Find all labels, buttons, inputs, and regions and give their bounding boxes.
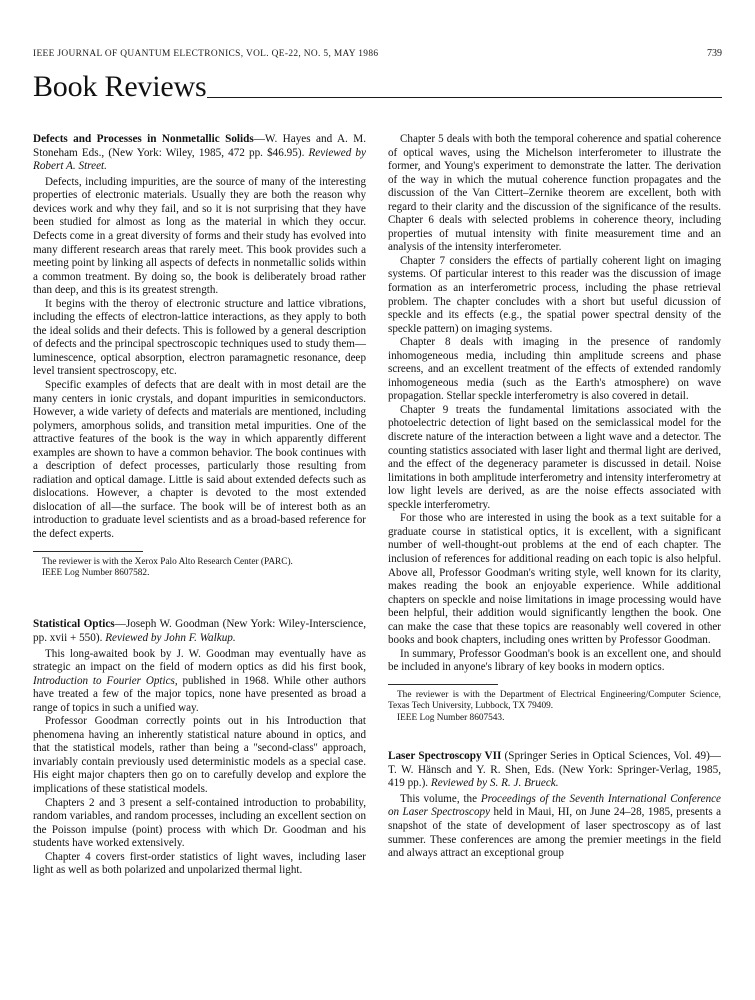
review-paragraph: Chapters 2 and 3 present a self-contained introduction to probability, random variables, and random processes, including an excellent section on the Poisson impulse (point) process with which Dr. Goodman and his students have worked extensively. (33, 796, 366, 850)
review-paragraph: Chapter 7 considers the effects of partially coherent light on imaging systems. Of particular interest to this reader was the discussion of image formation as an interferometric process, including the phase retrieval problem. The chapter concludes with a short but useful dicussion of speckle and its effects (e.g., the spatial power spectral density of the speckle pattern) on imaging systems. (388, 254, 721, 335)
review-paragraph: Specific examples of defects that are dealt with in most detail are the many centers in ionic crystals, and dopant impurities in semiconductors. However, a wide variety of defects and materials are mentioned, including polymers, amorphous solids, and transition metal impurities. One of the attractive features of the book is the way in which apparently different examples are shown to have a common behavior. The book continues with a description of defect processes, particularly those resulting from radiation and optical damage. Little is said about extended defects such as dislocations. However, a chapter is devoted to the most extended dislocation of all—the surface. The book will be of interest both as an introduction to graduate level scientists and as a broad-based reference for the defect experts. (33, 378, 366, 540)
review-reviewer: Reviewed by S. R. J. Brueck. (430, 777, 559, 790)
paragraph-run: , published in 1968. While other authors have treated a few of the major topics, none have presented as broad a range of topics in such a unified way. (33, 674, 366, 714)
review-title: Statistical Optics (33, 618, 115, 631)
footnote-affiliation: The reviewer is with the Department of Electrical Engineering/Computer Science, Texas Tech University, Lubbock, TX 79409. (388, 689, 721, 712)
department-title-block (33, 72, 722, 103)
review-statistical-optics-continued (388, 133, 721, 724)
footnote-rule (33, 551, 143, 552)
review-defects-and-processes (33, 133, 366, 579)
running-head (33, 48, 722, 59)
footnote-affiliation: The reviewer is with the Xerox Palo Alto Research Center (PARC). (42, 556, 293, 567)
review-laser-spectroscopy-vii (388, 750, 721, 861)
review-paragraph: Professor Goodman correctly points out in his Introduction that phenomena having an inherently statistical nature abound in optics, and that the statistical models, rather than being a ''second-class'' approach, invariably contain previously used deterministic models as a special case. His eight major chapters then go on to carefully develop and explore the implications of these statistical models. (33, 715, 366, 796)
running-head-text: IEEE JOURNAL OF QUANTUM ELECTRONICS, VOL. QE-22, NO. 5, MAY 1986 (33, 49, 379, 59)
review-citation: —W. Hayes and A. M. Stoneham Eds., (New York: Wiley, 1985, 472 pp. $46.95). (33, 133, 366, 159)
column-right (388, 133, 721, 878)
review-reviewer: Reviewed by Robert A. Street. (33, 146, 366, 173)
review-title: Laser Spectroscopy VII (388, 750, 502, 763)
review-paragraph: In summary, Professor Goodman's book is an excellent one, and should be included in anyone's library of key books in modern optics. (388, 647, 721, 674)
page-title: Book Reviews (33, 70, 207, 103)
two-column-body (33, 133, 722, 878)
footnote-rule (388, 684, 498, 685)
paragraph-run-italic: Introduction to Fourier Optics (33, 674, 175, 687)
review-paragraph: It begins with the theroy of electronic structure and lattice vibrations, including the effects of electron-lattice interactions, as they apply to both the ideal solids and their defects. This is followed by a general description of defects and the principal spectroscopic techniques used to study them—luminescence, optical absorption, electron paramagnetic resonance, deep level transient spectroscopy, etc. (33, 297, 366, 378)
review-paragraph: Chapter 5 deals with both the temporal coherence and spatial coherence of optical waves, using the Michelson interferometer to illustrate the former, and Young's experiment to demonstrate the latter. The derivation of the way in which the mutual coherence function propagates and the discussion of the Van Cittert–Zernike theorem are excellent, both with regard to their clarity and the discussion of the significance of the results. Chapter 6 deals with selected problems in coherence theory, including properties of mutual intensity with finite measurement time and an analysis of the intensity interferometer. (388, 133, 721, 254)
review-reviewer: Reviewed by John F. Walkup. (105, 631, 236, 644)
review-paragraph: Chapter 9 treats the fundamental limitations associated with the photoelectric detection of light based on the semiclassical model for the discrete nature of the interaction between a light wave and a detector. The counting statistics associated with laser light and thermal light are derived, and the effect of the degeneracy parameter is discussed in detail. Noise limitations in both amplitude interferometry and intensity interferometry at low light levels are derived, as are the noise effects associated with speckle interferometry. (388, 403, 721, 511)
review-separator (33, 605, 366, 618)
footnote-log-number: IEEE Log Number 8607582. (42, 567, 150, 578)
review-paragraph: Defects, including impurities, are the source of many of the interesting properties of electronic materials. Usually they are both the reason why devices work and why they fail, and so it is not surprising that they have been studied for almost as long as the material in which they occur. Defects come in a great diversity of forms and their study has evolved into many different research areas that rarely meet. This book provides such a meeting point by linking all aspects of defects in nonmetallic solids within a common treatment. By doing so, the book is deliberately broad rather than deep, and this is its greatest strength. (33, 175, 366, 297)
review-paragraph: For those who are interested in using the book as a text suitable for a graduate course in statistical optics, it is excellent, with a significant number of well-thought-out problems at the end of each chapter. The inclusion of references for additional reading on each topic is also helpful. Above all, Professor Goodman's writing style, well known for its clarity, makes reading the book an enjoyable experience. While additional chapters on speckle and noise limitations in image processing would have been helpful, their addition would significantly lengthen the book. One can make the case that these topics are reasonably well covered in other books and book chapters, including ones written by Professor Goodman. (388, 512, 721, 647)
review-separator (388, 724, 721, 750)
review-title: Defects and Processes in Nonmetallic Solids (33, 133, 254, 145)
review-heading (33, 133, 366, 174)
page-number: 739 (707, 48, 722, 59)
paragraph-run: held in Maui, HI, on June 24–28, 1985, presents a snapshot of the state of development of laser spectroscopy as of last summer. These conferences are among the premier meetings in the field and always attract an exceptional group (388, 806, 721, 860)
review-heading (388, 750, 721, 791)
review-citation: (Springer Series in Optical Sciences, Vol. 49)—T. W. Hänsch and Y. R. Shen, Eds. (New York: Springer-Verlag, 1985, 419 pp.). (388, 750, 721, 790)
review-paragraph: Chapter 8 deals with imaging in the presence of randomly inhomogeneous media, including thin amplitude screens and phase screens, and an excellent treatment of the effects of extended randomly inhomogeneous media (such as the Earth's atmosphere) on wave propagation. Stellar speckle interferometry is also covered in detail. (388, 336, 721, 403)
paragraph-run-italic: Proceedings of the Seventh International Conference on Laser Spectroscopy (388, 792, 721, 819)
title-rule (207, 97, 722, 98)
review-separator (33, 579, 366, 605)
review-paragraph (33, 648, 366, 716)
column-left (33, 133, 366, 878)
paragraph-run: This volume, the (400, 792, 481, 805)
paragraph-run: This long-awaited book by J. W. Goodman may eventually have as strategic an impact on the field of modern optics as did his first book, (33, 647, 366, 674)
review-heading (33, 618, 366, 645)
review-paragraph (388, 793, 721, 861)
review-citation: —Joseph W. Goodman (New York: Wiley-Interscience, pp. xvii + 550). (33, 618, 367, 644)
footnote-log-number: IEEE Log Number 8607543. (397, 712, 505, 723)
review-statistical-optics (33, 618, 366, 877)
review-paragraph: Chapter 4 covers first-order statistics of light waves, including laser light as well as both polarized and unpolarized thermal light. (33, 850, 366, 877)
